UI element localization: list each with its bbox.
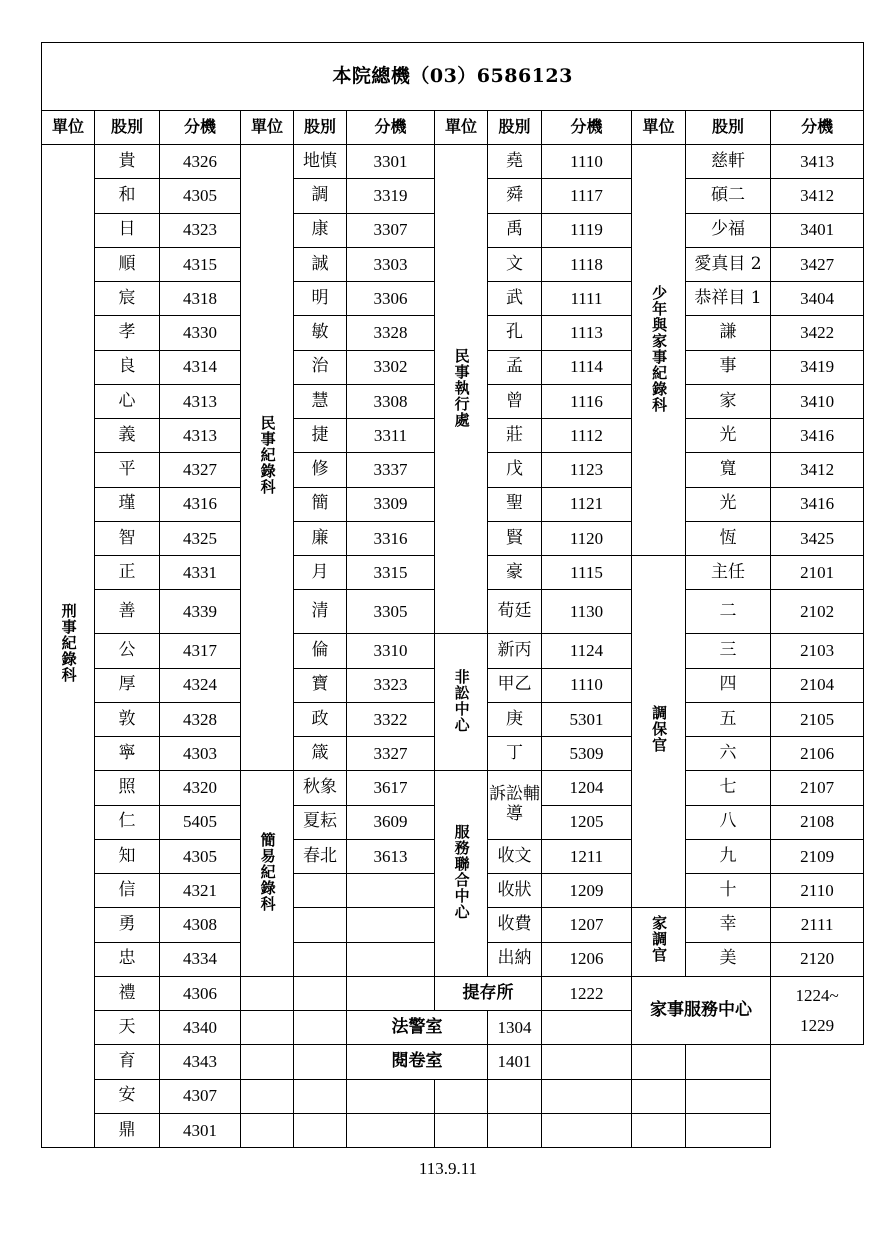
section-cell: 出納 xyxy=(488,942,542,976)
empty-cell xyxy=(347,1113,435,1147)
extension-cell: 4323 xyxy=(160,213,241,247)
extension-cell: 2106 xyxy=(771,737,864,771)
section-cell: 慈軒 xyxy=(686,145,771,179)
section-cell: 恆 xyxy=(686,521,771,555)
section-cell: 平 xyxy=(95,453,160,487)
extension-cell: 4318 xyxy=(160,282,241,316)
extension-cell: 3427 xyxy=(771,247,864,281)
extension-cell: 4301 xyxy=(160,1113,241,1147)
extension-cell: 3310 xyxy=(347,634,435,668)
section-cell: 五 xyxy=(686,702,771,736)
extension-cell: 1110 xyxy=(542,668,632,702)
unit-non-litigation xyxy=(435,634,488,771)
empty-cell xyxy=(241,1113,294,1147)
column-header: 分機 xyxy=(347,111,435,145)
section-cell: 政 xyxy=(294,702,347,736)
extension-cell: 4324 xyxy=(160,668,241,702)
extension-cell: 1117 xyxy=(542,179,632,213)
family-service-ext xyxy=(771,976,864,1045)
section-cell: 新丙 xyxy=(488,634,542,668)
extension-cell: 3309 xyxy=(347,487,435,521)
extension-cell: 1121 xyxy=(542,487,632,521)
column-header: 分機 xyxy=(160,111,241,145)
section-cell: 調 xyxy=(294,179,347,213)
extension-cell: 1118 xyxy=(542,247,632,281)
empty-cell xyxy=(241,976,294,1010)
unit-label: 民事紀錄科 xyxy=(258,414,277,495)
section-cell: 文 xyxy=(488,247,542,281)
section-cell: 安 xyxy=(95,1079,160,1113)
section-cell: 康 xyxy=(294,213,347,247)
section-cell: 照 xyxy=(95,771,160,805)
section-cell: 育 xyxy=(95,1045,160,1079)
extension-cell: 1116 xyxy=(542,384,632,418)
extension-cell: 2107 xyxy=(771,771,864,805)
extension-directory-table xyxy=(41,42,864,1148)
extension-cell: 5301 xyxy=(542,702,632,736)
extension-cell: 3307 xyxy=(347,213,435,247)
extension-cell: 3322 xyxy=(347,702,435,736)
section-cell: 豪 xyxy=(488,556,542,590)
section-cell: 莊 xyxy=(488,419,542,453)
extension-cell: 2101 xyxy=(771,556,864,590)
section-cell: 美 xyxy=(686,942,771,976)
table-row xyxy=(42,976,864,1010)
section-cell: 治 xyxy=(294,350,347,384)
other-unit-ext: 1222 xyxy=(542,976,632,1010)
extension-cell: 3302 xyxy=(347,350,435,384)
extension-cell: 4313 xyxy=(160,384,241,418)
family-service-name: 家事服務中心 xyxy=(632,976,771,1045)
unit-simple xyxy=(241,771,294,977)
table-row xyxy=(42,145,864,179)
other-unit-ext: 1401 xyxy=(488,1045,542,1079)
extension-cell: 4343 xyxy=(160,1045,241,1079)
empty-cell xyxy=(542,1113,632,1147)
extension-cell: 3609 xyxy=(347,805,435,839)
column-header: 單位 xyxy=(435,111,488,145)
empty-cell xyxy=(632,1045,686,1079)
extension-cell: 1110 xyxy=(542,145,632,179)
empty-cell xyxy=(294,874,347,908)
extension-cell: 2103 xyxy=(771,634,864,668)
section-cell: 收狀 xyxy=(488,874,542,908)
extension-cell: 4316 xyxy=(160,487,241,521)
extension-cell: 1211 xyxy=(542,839,632,873)
column-header: 股別 xyxy=(686,111,771,145)
section-cell: 敦 xyxy=(95,702,160,736)
section-cell: 光 xyxy=(686,487,771,521)
section-cell: 幸 xyxy=(686,908,771,942)
empty-cell xyxy=(435,1079,488,1113)
unit-juvenile-family xyxy=(632,145,686,556)
section-cell: 堯 xyxy=(488,145,542,179)
section-cell: 忠 xyxy=(95,942,160,976)
section-cell: 謙 xyxy=(686,316,771,350)
section-cell: 三 xyxy=(686,634,771,668)
extension-cell: 4305 xyxy=(160,179,241,213)
section-cell: 丁 xyxy=(488,737,542,771)
extension-cell: 3410 xyxy=(771,384,864,418)
extension-cell: 1120 xyxy=(542,521,632,555)
unit-civil-exec xyxy=(435,145,488,634)
extension-cell: 3416 xyxy=(771,487,864,521)
unit-label: 刑事紀錄科 xyxy=(59,603,78,684)
extension-cell: 3308 xyxy=(347,384,435,418)
empty-cell xyxy=(686,1079,771,1113)
extension-cell: 5405 xyxy=(160,805,241,839)
section-cell: 月 xyxy=(294,556,347,590)
section-cell: 訴訟輔導 xyxy=(488,771,542,840)
extension-cell: 1115 xyxy=(542,556,632,590)
column-header: 股別 xyxy=(95,111,160,145)
extension-cell: 3316 xyxy=(347,521,435,555)
empty-cell xyxy=(435,1113,488,1147)
extension-cell: 4315 xyxy=(160,247,241,281)
section-cell: 孟 xyxy=(488,350,542,384)
extension-cell: 4328 xyxy=(160,702,241,736)
section-cell: 廉 xyxy=(294,521,347,555)
extension-cell: 2109 xyxy=(771,839,864,873)
empty-cell xyxy=(542,1079,632,1113)
extension-cell: 1114 xyxy=(542,350,632,384)
empty-cell xyxy=(347,942,435,976)
empty-cell xyxy=(347,1079,435,1113)
extension-cell: 2120 xyxy=(771,942,864,976)
section-cell: 戊 xyxy=(488,453,542,487)
section-cell: 鼎 xyxy=(95,1113,160,1147)
extension-cell: 4325 xyxy=(160,521,241,555)
other-unit-name: 提存所 xyxy=(435,976,542,1010)
column-header: 單位 xyxy=(42,111,95,145)
column-header: 分機 xyxy=(542,111,632,145)
column-header: 股別 xyxy=(294,111,347,145)
footer-date: 113.9.11 xyxy=(418,1159,478,1178)
extension-cell: 2108 xyxy=(771,805,864,839)
section-cell: 孝 xyxy=(95,316,160,350)
extension-cell: 2111 xyxy=(771,908,864,942)
section-cell: 善 xyxy=(95,590,160,634)
extension-cell: 1205 xyxy=(542,805,632,839)
unit-family-investigation xyxy=(632,908,686,977)
section-cell: 慧 xyxy=(294,384,347,418)
section-cell: 恭祥目 1 xyxy=(686,282,771,316)
empty-cell xyxy=(241,1045,294,1079)
section-cell: 春北 xyxy=(294,839,347,873)
family-service-ext-to: 1229 xyxy=(800,1015,835,1035)
extension-cell: 3613 xyxy=(347,839,435,873)
extension-cell: 4303 xyxy=(160,737,241,771)
unit-civil xyxy=(241,145,294,771)
extension-cell: 3311 xyxy=(347,419,435,453)
empty-cell xyxy=(347,908,435,942)
section-cell: 曾 xyxy=(488,384,542,418)
unit-service-center xyxy=(435,771,488,977)
unit-label: 調保官 xyxy=(650,704,669,753)
section-cell: 修 xyxy=(294,453,347,487)
extension-cell: 4320 xyxy=(160,771,241,805)
empty-cell xyxy=(294,1011,347,1045)
extension-cell: 4330 xyxy=(160,316,241,350)
section-cell: 愛真目 2 xyxy=(686,247,771,281)
section-cell: 宸 xyxy=(95,282,160,316)
extension-cell: 1130 xyxy=(542,590,632,634)
section-cell: 智 xyxy=(95,521,160,555)
column-header: 分機 xyxy=(771,111,864,145)
section-cell: 順 xyxy=(95,247,160,281)
extension-cell: 3323 xyxy=(347,668,435,702)
table-row xyxy=(42,634,864,668)
extension-cell: 3306 xyxy=(347,282,435,316)
section-cell: 賢 xyxy=(488,521,542,555)
extension-cell: 3413 xyxy=(771,145,864,179)
section-cell: 舜 xyxy=(488,179,542,213)
extension-cell: 4307 xyxy=(160,1079,241,1113)
extension-cell: 3419 xyxy=(771,350,864,384)
extension-cell: 3404 xyxy=(771,282,864,316)
section-cell: 仁 xyxy=(95,805,160,839)
section-cell: 聖 xyxy=(488,487,542,521)
section-cell: 禮 xyxy=(95,976,160,1010)
unit-label: 少年與家事紀錄科 xyxy=(650,284,669,413)
section-cell: 良 xyxy=(95,350,160,384)
section-cell: 公 xyxy=(95,634,160,668)
section-cell: 捷 xyxy=(294,419,347,453)
empty-cell xyxy=(686,1045,771,1079)
extension-cell: 4306 xyxy=(160,976,241,1010)
extension-cell: 4308 xyxy=(160,908,241,942)
extension-cell: 3305 xyxy=(347,590,435,634)
family-service-ext-from: 1224~ xyxy=(795,985,839,1005)
extension-cell: 5309 xyxy=(542,737,632,771)
extension-cell: 1206 xyxy=(542,942,632,976)
extension-cell: 4331 xyxy=(160,556,241,590)
table-row xyxy=(42,771,864,805)
extension-cell: 3425 xyxy=(771,521,864,555)
section-cell: 夏耘 xyxy=(294,805,347,839)
extension-cell: 2102 xyxy=(771,590,864,634)
unit-label: 簡易紀錄科 xyxy=(258,832,277,913)
empty-cell xyxy=(294,1045,347,1079)
other-unit-name: 閱卷室 xyxy=(347,1045,488,1079)
extension-cell: 4313 xyxy=(160,419,241,453)
section-cell: 倫 xyxy=(294,634,347,668)
empty-cell xyxy=(241,1011,294,1045)
empty-cell xyxy=(347,976,435,1010)
extension-cell: 4321 xyxy=(160,874,241,908)
section-cell: 家 xyxy=(686,384,771,418)
section-cell: 光 xyxy=(686,419,771,453)
section-cell: 七 xyxy=(686,771,771,805)
section-cell: 貴 xyxy=(95,145,160,179)
section-cell: 甲乙 xyxy=(488,668,542,702)
extension-cell: 1204 xyxy=(542,771,632,805)
extension-cell: 4326 xyxy=(160,145,241,179)
section-cell: 知 xyxy=(95,839,160,873)
section-cell: 厚 xyxy=(95,668,160,702)
extension-cell: 3412 xyxy=(771,179,864,213)
section-cell: 清 xyxy=(294,590,347,634)
unit-label: 服務聯合中心 xyxy=(452,824,471,921)
section-cell: 瑾 xyxy=(95,487,160,521)
section-cell: 六 xyxy=(686,737,771,771)
extension-cell: 3617 xyxy=(347,771,435,805)
unit-label: 家調官 xyxy=(650,915,669,964)
unit-label: 民事執行處 xyxy=(452,347,471,428)
extension-cell: 3327 xyxy=(347,737,435,771)
section-cell: 九 xyxy=(686,839,771,873)
extension-cell: 1124 xyxy=(542,634,632,668)
empty-cell xyxy=(488,1079,542,1113)
column-header: 單位 xyxy=(632,111,686,145)
extension-cell: 2105 xyxy=(771,702,864,736)
extension-cell: 2104 xyxy=(771,668,864,702)
header-row xyxy=(42,111,864,145)
section-cell: 四 xyxy=(686,668,771,702)
section-cell: 箴 xyxy=(294,737,347,771)
section-cell: 天 xyxy=(95,1011,160,1045)
extension-cell: 3401 xyxy=(771,213,864,247)
unit-label: 非訟中心 xyxy=(452,668,471,733)
empty-cell xyxy=(294,1113,347,1147)
section-cell: 勇 xyxy=(95,908,160,942)
directory-title: 本院總機（03）6586123 xyxy=(42,43,864,111)
section-cell: 十 xyxy=(686,874,771,908)
table-row xyxy=(42,1113,864,1147)
extension-cell: 4340 xyxy=(160,1011,241,1045)
section-cell: 簡 xyxy=(294,487,347,521)
section-cell: 和 xyxy=(95,179,160,213)
section-cell: 日 xyxy=(95,213,160,247)
section-cell: 寶 xyxy=(294,668,347,702)
extension-cell: 1123 xyxy=(542,453,632,487)
extension-cell: 4339 xyxy=(160,590,241,634)
section-cell: 武 xyxy=(488,282,542,316)
section-cell: 少福 xyxy=(686,213,771,247)
section-cell: 秋象 xyxy=(294,771,347,805)
table-row xyxy=(42,1079,864,1113)
empty-cell xyxy=(632,1079,686,1113)
extension-cell: 3328 xyxy=(347,316,435,350)
empty-cell xyxy=(294,908,347,942)
extension-cell: 3301 xyxy=(347,145,435,179)
empty-cell xyxy=(241,1079,294,1113)
extension-cell: 1111 xyxy=(542,282,632,316)
section-cell: 荀廷 xyxy=(488,590,542,634)
column-header: 股別 xyxy=(488,111,542,145)
section-cell: 正 xyxy=(95,556,160,590)
empty-cell xyxy=(686,1113,771,1147)
extension-cell: 1209 xyxy=(542,874,632,908)
section-cell: 孔 xyxy=(488,316,542,350)
section-cell: 寧 xyxy=(95,737,160,771)
section-cell: 義 xyxy=(95,419,160,453)
extension-cell: 3416 xyxy=(771,419,864,453)
extension-cell: 1119 xyxy=(542,213,632,247)
section-cell: 二 xyxy=(686,590,771,634)
extension-cell: 3412 xyxy=(771,453,864,487)
section-cell: 收文 xyxy=(488,839,542,873)
section-cell: 心 xyxy=(95,384,160,418)
other-unit-ext: 1304 xyxy=(488,1011,542,1045)
extension-cell: 4305 xyxy=(160,839,241,873)
section-cell: 地慎 xyxy=(294,145,347,179)
extension-cell: 4314 xyxy=(160,350,241,384)
unit-criminal xyxy=(42,145,95,1148)
section-cell: 主任 xyxy=(686,556,771,590)
section-cell: 禹 xyxy=(488,213,542,247)
empty-cell xyxy=(294,942,347,976)
section-cell: 八 xyxy=(686,805,771,839)
section-cell: 明 xyxy=(294,282,347,316)
section-cell: 事 xyxy=(686,350,771,384)
empty-cell xyxy=(294,976,347,1010)
empty-cell xyxy=(632,1113,686,1147)
extension-cell: 3337 xyxy=(347,453,435,487)
extension-cell: 4317 xyxy=(160,634,241,668)
section-cell: 信 xyxy=(95,874,160,908)
extension-cell: 3422 xyxy=(771,316,864,350)
section-cell: 寬 xyxy=(686,453,771,487)
extension-cell: 3303 xyxy=(347,247,435,281)
extension-cell: 4327 xyxy=(160,453,241,487)
empty-cell xyxy=(347,874,435,908)
section-cell: 誠 xyxy=(294,247,347,281)
title-row xyxy=(42,43,864,111)
column-header: 單位 xyxy=(241,111,294,145)
extension-cell: 1112 xyxy=(542,419,632,453)
extension-cell: 4334 xyxy=(160,942,241,976)
empty-cell xyxy=(294,1079,347,1113)
empty-cell xyxy=(542,1045,632,1079)
empty-cell xyxy=(488,1113,542,1147)
section-cell: 收費 xyxy=(488,908,542,942)
unit-mediation xyxy=(632,556,686,908)
extension-cell: 1207 xyxy=(542,908,632,942)
section-cell: 敏 xyxy=(294,316,347,350)
extension-cell: 1113 xyxy=(542,316,632,350)
extension-cell: 3315 xyxy=(347,556,435,590)
section-cell: 碩二 xyxy=(686,179,771,213)
extension-cell: 3319 xyxy=(347,179,435,213)
table-row xyxy=(42,1045,864,1079)
extension-cell: 2110 xyxy=(771,874,864,908)
section-cell: 庚 xyxy=(488,702,542,736)
other-unit-name: 法警室 xyxy=(347,1011,488,1045)
